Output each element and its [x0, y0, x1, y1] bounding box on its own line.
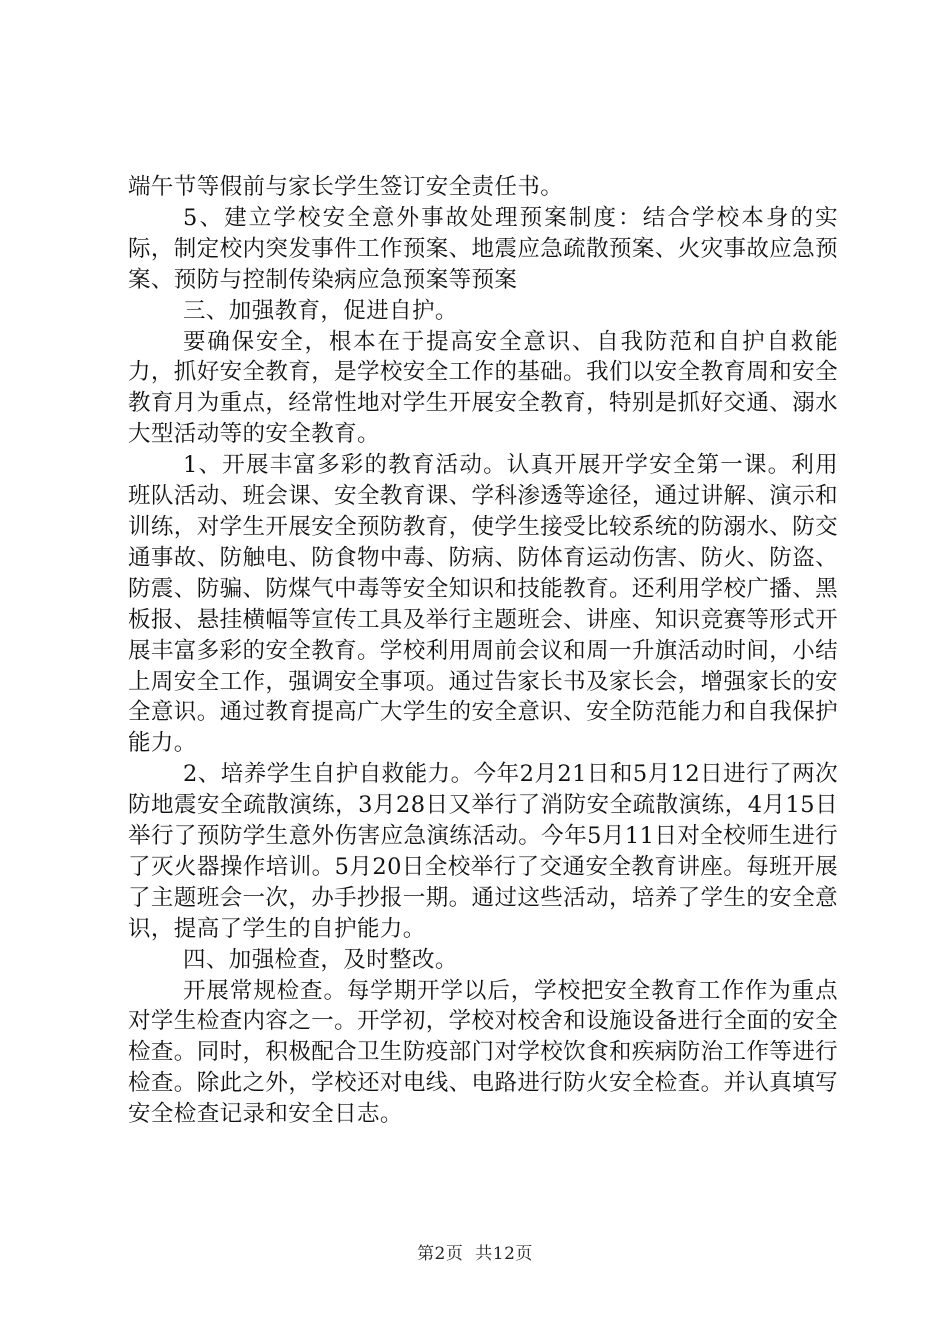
- paragraph-routine-inspection: 开展常规检查。每学期开学以后，学校把安全教育工作作为重点对学生检查内容之一。开学初，学校对校舍和设施设备进行全面的安全检查。同时，积极配合卫生防疫部门对学校饮食和疾病防治工作等进行检查。除此之外，学校还对电线、电路进行防火安全检查。并认真填写安全检查记录和安全日志。: [128, 977, 838, 1128]
- paragraph-safety-education-intro: 要确保安全，根本在于提高安全意识、自我防范和自护自救能力，抓好安全教育，是学校安全工作的基础。我们以安全教育周和安全教育月为重点，经常性地对学生开展安全教育，特别是抓好交通、溺水大型活动等的安全教育。: [128, 328, 838, 448]
- page-footer: [0, 1243, 950, 1265]
- document-body: [128, 172, 838, 1130]
- section-heading-4: 四、加强检查，及时整改。: [183, 946, 458, 973]
- paragraph-item-2-self-protection: 2、培养学生自护自救能力。今年2月21日和5月12日进行了两次防地震安全疏散演练，3月28日又举行了消防安全疏散演练，4月15日举行了预防学生意外伤害应急演练活动。今年5月11日对全校师生进行了灭火器操作培训。5月20日全校举行了交通安全教育讲座。每班开展了主题班会一次，办手抄报一期。通过这些活动，培养了学生的安全意识，提高了学生的自护能力。: [128, 761, 838, 942]
- section-heading-3: 三、加强教育，促进自护。: [183, 297, 458, 324]
- page-number-total: 共12页: [475, 1244, 533, 1264]
- page-number-current: 第2页: [417, 1244, 464, 1264]
- paragraph-item-1-education-activities: 1、开展丰富多彩的教育活动。认真开展开学安全第一课。利用班队活动、班会课、安全教育课、学科渗透等途径，通过讲解、演示和训练，对学生开展安全预防教育，使学生接受比较系统的防溺水、防交通事故、防触电、防食物中毒、防病、防体育运动伤害、防火、防盗、防震、防骗、防煤气中毒等安全知识和技能教育。还利用学校广播、黑板报、悬挂横幅等宣传工具及举行主题班会、讲座、知识竞赛等形式开展丰富多彩的安全教育。学校利用周前会议和周一升旗活动时间，小结上周安全工作，强调安全事项。通过告家长书及家长会，增强家长的安全意识。通过教育提高广大学生的安全意识、安全防范能力和自我保护能力。: [128, 452, 838, 757]
- paragraph-continuation: 端午节等假前与家长学生签订安全责任书。: [128, 174, 564, 200]
- paragraph-item-5-contingency-plans: 5、建立学校安全意外事故处理预案制度：结合学校本身的实际，制定校内突发事件工作预案、地震应急疏散预案、火灾事故应急预案、预防与控制传染病应急预案等预案: [128, 204, 838, 293]
